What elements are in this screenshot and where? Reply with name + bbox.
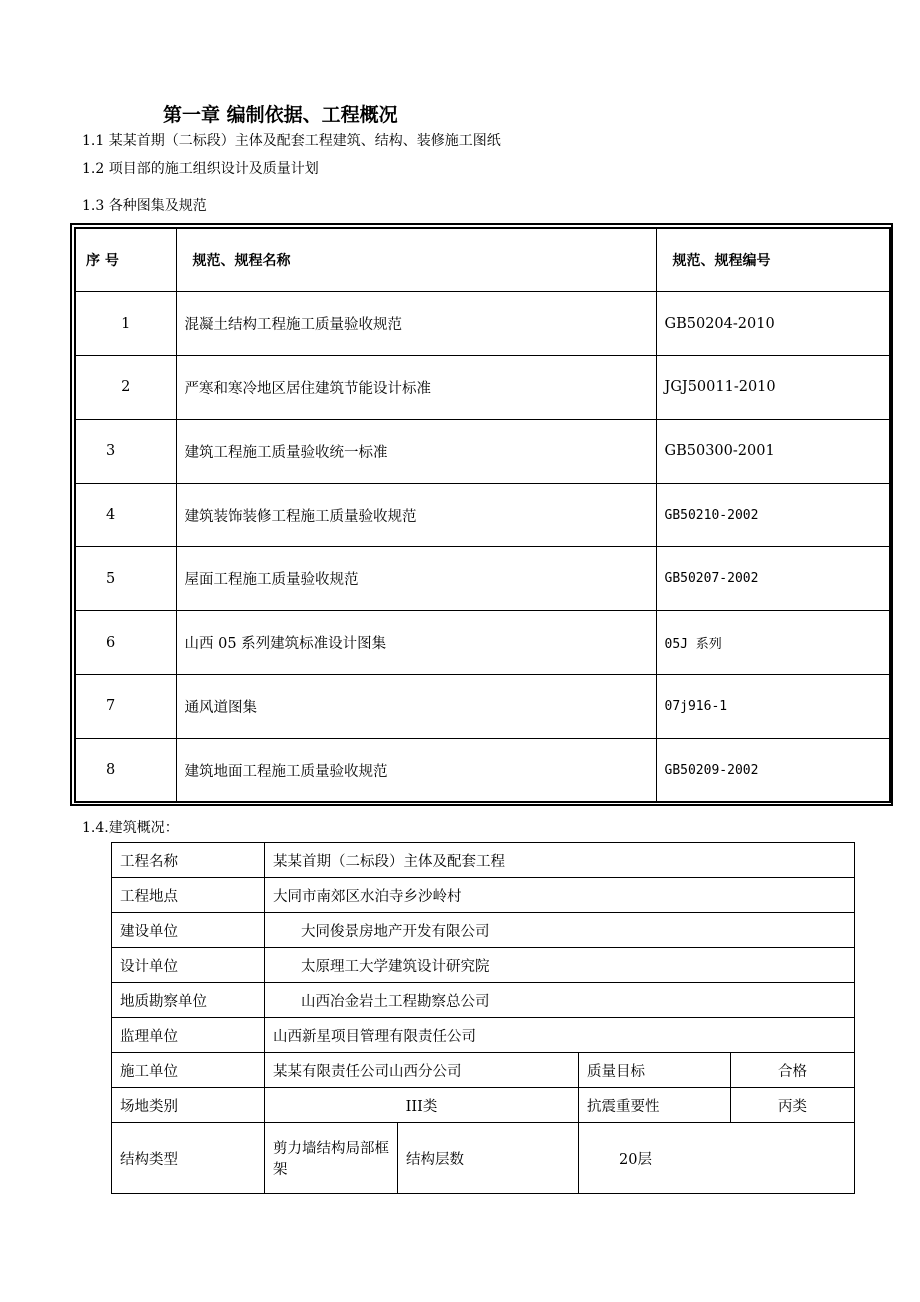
row-no: 5 xyxy=(75,547,176,611)
seismic-label: 抗震重要性 xyxy=(579,1088,731,1123)
header-no: 序 号 xyxy=(75,228,176,292)
contractor-value: 某某有限责任公司山西分公司 xyxy=(265,1053,579,1088)
row-code: GB50210-2002 xyxy=(656,483,890,547)
table-row xyxy=(75,419,890,483)
seismic-value: 丙类 xyxy=(731,1088,855,1123)
contractor-label: 施工单位 xyxy=(112,1053,265,1088)
table-row xyxy=(112,948,855,983)
basis-item-1: 1.1 某某首期（二标段）主体及配套工程建筑、结构、装修施工图纸 xyxy=(82,133,501,149)
row-name: 建筑工程施工质量验收统一标准 xyxy=(176,419,656,483)
row-name: 建筑装饰装修工程施工质量验收规范 xyxy=(176,483,656,547)
survey-value: 山西冶金岩土工程勘察总公司 xyxy=(265,983,855,1018)
row-code: GB50209-2002 xyxy=(656,738,890,802)
floors-value: 20层 xyxy=(579,1123,731,1194)
table-row xyxy=(75,356,890,420)
standards-table-frame xyxy=(70,223,893,806)
designer-label: 设计单位 xyxy=(112,948,265,983)
table-row xyxy=(112,1088,855,1123)
quality-value: 合格 xyxy=(731,1053,855,1088)
location-value: 大同市南郊区水泊寺乡沙岭村 xyxy=(265,878,855,913)
site-value: III类 xyxy=(265,1088,579,1123)
table-row xyxy=(75,675,890,739)
row-code: 05J 系列 xyxy=(656,611,890,675)
row-code: JGJ50011-2010 xyxy=(656,356,890,420)
table-row xyxy=(75,611,890,675)
row-no: 4 xyxy=(75,483,176,547)
floors-label: 结构层数 xyxy=(398,1123,579,1194)
supervisor-value: 山西新星项目管理有限责任公司 xyxy=(265,1018,855,1053)
row-code: GB50300-2001 xyxy=(656,419,890,483)
table-row xyxy=(112,1018,855,1053)
row-name: 严寒和寒冷地区居住建筑节能设计标准 xyxy=(176,356,656,420)
table-row xyxy=(112,1123,855,1194)
table-row xyxy=(112,913,855,948)
row-code: 07j916-1 xyxy=(656,675,890,739)
table-row xyxy=(112,843,855,878)
overview-heading: 1.4.建筑概况： xyxy=(82,820,179,836)
table-row xyxy=(112,1053,855,1088)
owner-value: 大同俊景房地产开发有限公司 xyxy=(265,913,855,948)
row-name: 通风道图集 xyxy=(176,675,656,739)
location-label: 工程地点 xyxy=(112,878,265,913)
row-name: 山西 05 系列建筑标准设计图集 xyxy=(176,611,656,675)
project-name-label: 工程名称 xyxy=(112,843,265,878)
table-row xyxy=(75,292,890,356)
row-no: 7 xyxy=(75,675,176,739)
table-row xyxy=(112,878,855,913)
table-row xyxy=(112,983,855,1018)
header-code: 规范、规程编号 xyxy=(656,228,890,292)
floors-empty-cell xyxy=(731,1123,855,1194)
survey-label: 地质勘察单位 xyxy=(112,983,265,1018)
row-no: 6 xyxy=(75,611,176,675)
table-row xyxy=(75,547,890,611)
header-name: 规范、规程名称 xyxy=(176,228,656,292)
owner-label: 建设单位 xyxy=(112,913,265,948)
overview-table xyxy=(111,842,855,1194)
row-name: 建筑地面工程施工质量验收规范 xyxy=(176,738,656,802)
row-no: 3 xyxy=(75,419,176,483)
row-name: 屋面工程施工质量验收规范 xyxy=(176,547,656,611)
row-no: 2 xyxy=(75,356,176,420)
table-row xyxy=(75,738,890,802)
project-name-value: 某某首期（二标段）主体及配套工程 xyxy=(265,843,855,878)
standards-table xyxy=(74,227,891,803)
row-name: 混凝土结构工程施工质量验收规范 xyxy=(176,292,656,356)
designer-value: 太原理工大学建筑设计研究院 xyxy=(265,948,855,983)
table-row xyxy=(75,483,890,547)
basis-item-3: 1.3 各种图集及规范 xyxy=(82,198,207,214)
structure-label: 结构类型 xyxy=(112,1123,265,1194)
row-code: GB50204-2010 xyxy=(656,292,890,356)
site-label: 场地类别 xyxy=(112,1088,265,1123)
row-no: 1 xyxy=(75,292,176,356)
row-no: 8 xyxy=(75,738,176,802)
basis-item-2: 1.2 项目部的施工组织设计及质量计划 xyxy=(82,161,319,177)
structure-value: 剪力墙结构局部框架 xyxy=(265,1123,398,1194)
page-title: 第一章 编制依据、工程概况 xyxy=(163,104,398,126)
quality-label: 质量目标 xyxy=(579,1053,731,1088)
table-header-row xyxy=(75,228,890,292)
row-code: GB50207-2002 xyxy=(656,547,890,611)
supervisor-label: 监理单位 xyxy=(112,1018,265,1053)
